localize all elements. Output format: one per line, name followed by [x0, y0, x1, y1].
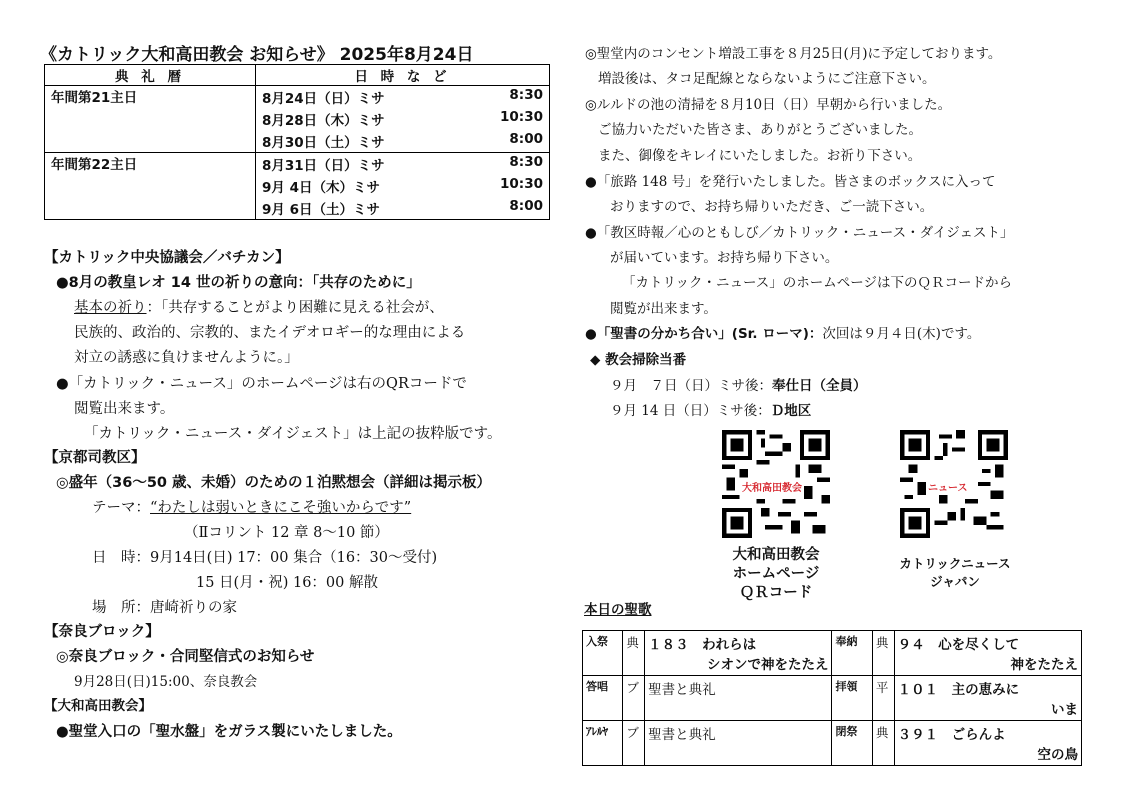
table-row [583, 721, 1082, 766]
retreat-time: 15 日(月・祝) 16：00 解散 [196, 575, 378, 591]
mass-entry: 9月 4日（木）ミサ 10:30 [256, 175, 550, 197]
hymn-book: 典 [872, 631, 894, 676]
cleaning-heading: ◆ 教会掃除当番 [590, 352, 687, 368]
hymn-book: 平 [872, 676, 894, 721]
mass-entry: 9月 6日（土）ミサ 8:00 [256, 197, 550, 220]
confirmation-detail: 9月28日(日)15:00、奈良教会 [74, 674, 258, 690]
hymn-book: 典 [623, 631, 645, 676]
church-qr-stamp: 大和高田教会 [740, 479, 804, 494]
liturgy-schedule-table [44, 64, 550, 220]
confirmation-title: ◎奈良ブロック・合同堅信式のお知らせ [56, 649, 315, 665]
col-service-header: 典 礼 暦 [45, 65, 256, 86]
notice-line: また、御像をキレイにいたしました。お祈り下さい。 [598, 148, 922, 164]
table-row [583, 676, 1082, 721]
section-heading: 【京都司教区】 [44, 450, 146, 466]
cleaning-duty: ９月 ７日（日）ミサ後：奉仕日（全員） [610, 378, 867, 394]
notice-line: おりますので、お持ち帰りいただき、ご一読下さい。 [610, 199, 934, 215]
hymn-part: 拝領 [832, 676, 872, 721]
table-row [583, 631, 1082, 676]
vatican-intention: ●8月の教皇レオ 14 世の祈りの意向：「共存のために」 [56, 275, 421, 291]
section-heading: 【奈良ブロック】 [44, 624, 160, 640]
hymns-heading: 本日の聖歌 [584, 602, 652, 618]
table-row [45, 86, 550, 109]
mass-entry: 8月28日（木）ミサ 10:30 [256, 108, 550, 130]
hymn-part: 答唱 [583, 676, 623, 721]
news-qr-label: カトリックニュース ジャパン [899, 556, 1011, 589]
service-name: 年間第21主日 [45, 86, 256, 153]
hymn-book: ブ [623, 721, 645, 766]
bible-sharing: ●「聖書の分かち合い」(Sr. ローマ)：次回は９月４日(木)です。 [585, 326, 981, 342]
notice-line: ●「旅路 148 号」を発行いたしました。皆さまのボックスに入って [585, 174, 996, 190]
church-qr-label: 大和高田教会 ホームページ ＱＲコード [732, 547, 820, 601]
page-title: 《カトリック大和高田教会 お知らせ》 2025年8月24日 [40, 45, 474, 65]
news-note: ●「カトリック・ニュース」のホームページは右のQRコードで [56, 376, 467, 392]
hymn-part: ｱﾚﾙﾔ [583, 721, 623, 766]
church-notice: ●聖堂入口の「聖水盤」をガラス製にいたしました。 [56, 724, 402, 740]
news-note: 「カトリック・ニュース・ダイジェスト」は上記の抜粋版です。 [84, 426, 502, 442]
retreat-theme: テーマ：“わたしは弱いときにこそ強いからです” [92, 500, 412, 516]
mass-entry: 8月31日（日）ミサ 8:30 [256, 153, 550, 176]
prayer-line: 対立の誘惑に負けませんように。」 [74, 350, 299, 366]
hymn-title: １０１ 主の恵みに いま [894, 676, 1081, 721]
hymn-part: 入祭 [583, 631, 623, 676]
prayer-line: 民族的、政治的、宗教的、またイデオロギー的な理由による [74, 325, 466, 341]
hymn-book: 典 [872, 721, 894, 766]
notice-line: 閲覧が出来ます。 [610, 301, 717, 317]
hymn-title: １８３ われらは シオンで神をたたえ [645, 631, 832, 676]
hymn-title: 聖書と典礼 [645, 721, 832, 766]
table-row [45, 153, 550, 176]
notice-line: が届いています。お持ち帰り下さい。 [610, 250, 839, 266]
retreat-title: ◎盛年（36～50 歳、未婚）のための１泊黙想会（詳細は掲示板） [56, 475, 492, 491]
section-heading: 【カトリック中央協議会／バチカン】 [44, 250, 290, 266]
mass-entry: 8月24日（日）ミサ 8:30 [256, 86, 550, 109]
schedule-header-row [45, 65, 550, 86]
notice-line: 増設後は、タコ足配線とならないようにご注意下さい。 [598, 71, 936, 87]
notice-line: ●「教区時報／心のともしび／カトリック・ニュース・ダイジェスト」 [585, 225, 1014, 241]
retreat-ref: （Ⅱコリント 12 章 8～10 節） [184, 525, 389, 541]
prayer-line: 基本の祈り：「共存することがより困難に見える社会が、 [74, 300, 444, 316]
hymn-title: ９４ 心を尽くして 神をたたえ [894, 631, 1081, 676]
notice-line: ◎聖堂内のコンセント増設工事を８月25日(月)に予定しております。 [585, 46, 1002, 62]
hymn-book: ブ [623, 676, 645, 721]
hymn-part: 閉祭 [832, 721, 872, 766]
hymn-title: 聖書と典礼 [645, 676, 832, 721]
news-qr-stamp: ニュース [926, 479, 970, 494]
retreat-place: 場 所：唐崎祈りの家 [92, 600, 237, 616]
notice-line: 「カトリック・ニュース」のホームページは下のＱＲコードから [622, 275, 1013, 291]
hymn-part: 奉納 [832, 631, 872, 676]
cleaning-duty: ９月 14 日（日）ミサ後：Ｄ地区 [610, 403, 812, 419]
hymns-table [582, 630, 1082, 766]
mass-entry: 8月30日（土）ミサ 8:00 [256, 130, 550, 153]
service-name: 年間第22主日 [45, 153, 256, 220]
news-note: 閲覧出来ます。 [74, 401, 175, 417]
notice-line: ご協力いただいた皆さま、ありがとうございました。 [598, 122, 922, 138]
section-heading: 【大和高田教会】 [44, 698, 152, 714]
retreat-time: 日 時：9月14日(日) 17：00 集合（16：30～受付) [92, 550, 438, 566]
hymn-title: ３９１ ごらんよ 空の鳥 [894, 721, 1081, 766]
col-datetime-header: 日 時 な ど [256, 65, 550, 86]
notice-line: ◎ルルドの池の清掃を８月10日（日）早朝から行いました。 [585, 97, 952, 113]
